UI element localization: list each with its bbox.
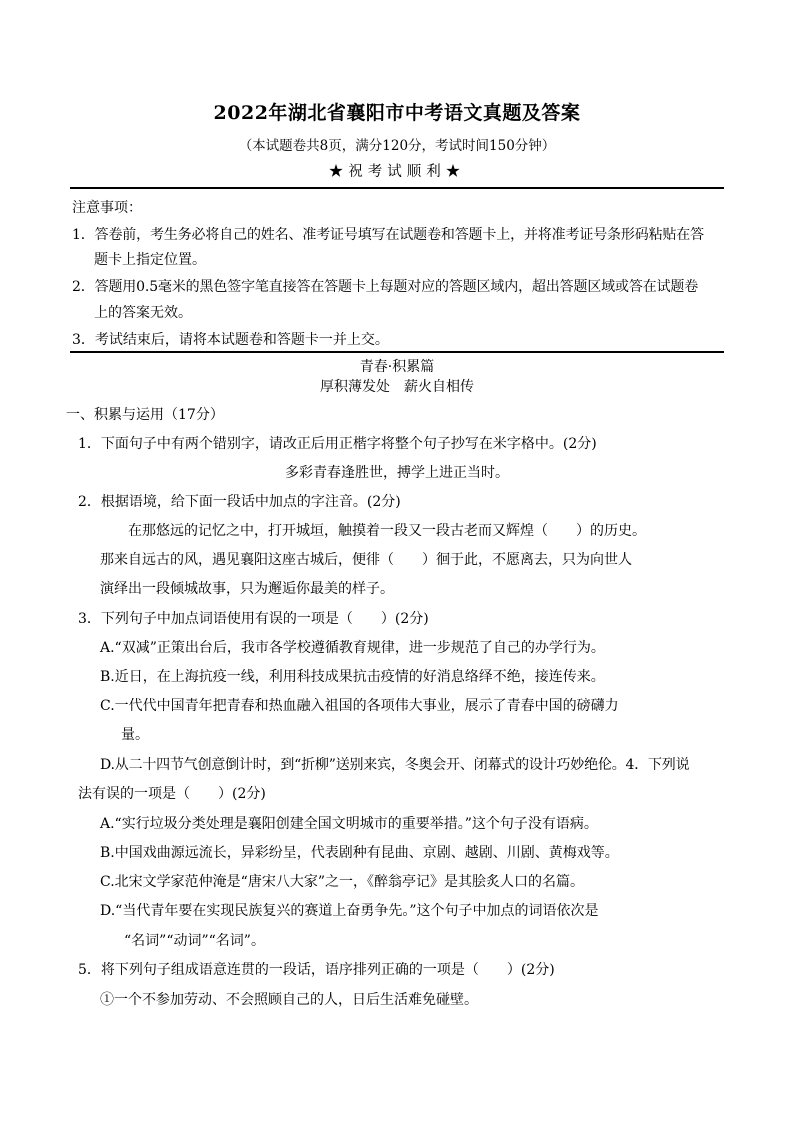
q5-item-1: ①一个不参加劳动、不会照顾自己的人，日后生活难免碰壁。 — [100, 992, 478, 1008]
q2-passage-line-3: 演绎出一段倾城故事，只为邂逅你最美的样子。 — [100, 581, 394, 597]
bottom-divider — [70, 351, 724, 353]
notice-item-3: 3．考试结束后，请将本试题卷和答题卡一并上交。 — [72, 332, 389, 348]
q4-option-b: B.中国戏曲源远流长，异彩纷呈，代表剧种有昆曲、京剧、越剧、川剧、黄梅戏等。 — [100, 845, 619, 861]
notice-item-2-line-2: 上的答案无效。 — [94, 305, 192, 321]
q3-option-d-line-1: D.从二十四节气创意倒计时，到“折柳”送别来宾，冬奥会开、闭幕式的设计巧妙绝伦。4．下列说 — [100, 757, 690, 773]
top-divider — [70, 187, 724, 189]
q4-stem: 法有误的一项是（ ）(2分) — [78, 786, 266, 802]
part-motto: 厚积薄发处 薪火自相传 — [320, 379, 474, 395]
good-luck-banner: ★祝考试顺利★ — [328, 164, 466, 180]
page-title: 2022年湖北省襄阳市中考语文真题及答案 — [213, 102, 581, 124]
q5-stem: 5．将下列句子组成语意连贯的一段话，语序排列正确的一项是（ ）(2分) — [78, 962, 555, 978]
section-heading: 一、积累与运用（17分） — [66, 407, 224, 423]
q4-option-a: A.“实行垃圾分类处理是襄阳创建全国文明城市的重要举措。”这个句子没有语病。 — [100, 816, 598, 832]
notice-item-1-line-1: 1．答卷前，考生务必将自己的姓名、准考证号填写在试题卷和答题卡上，并将准考证号条形码粘贴在答 — [72, 227, 705, 243]
notice-item-1-line-2: 题卡上指定位置。 — [94, 252, 206, 268]
q3-stem: 3．下列句子中加点词语使用有误的一项是（ ）(2分) — [78, 611, 429, 627]
exam-info: （本试题卷共8页，满分120分，考试时间150分钟） — [238, 138, 556, 154]
q1-sentence: 多彩青春逢胜世，搏学上进正当时。 — [285, 465, 509, 481]
notice-item-2-line-1: 2．答题用0.5毫米的黑色签字笔直接答在答题卡上每题对应的答题区域内，超出答题区域或答在试题卷 — [72, 279, 699, 295]
q4-option-d-line-2: “名词”“动词”“名词”。 — [124, 933, 265, 949]
q3-option-a: A.“双减”正策出台后，我市各学校遵循教育规律，进一步规范了自己的办学行为。 — [100, 640, 605, 656]
q2-passage-line-2: 那来自远古的风，遇见襄阳这座古城后，便徘（ ）徊于此，不愿离去，只为向世人 — [100, 552, 632, 568]
part-title: 青春·积累篇 — [359, 359, 435, 375]
q2-passage-line-1: 在那悠远的记忆之中，打开城垣，触摸着一段又一段古老而又辉煌（ ）的历史。 — [128, 523, 646, 539]
q2-stem: 2．根据语境，给下面一段话中加点的字注音。(2分) — [78, 494, 401, 510]
q3-option-c-line-2: 量。 — [121, 727, 149, 743]
q3-option-c-line-1: C.一代代中国青年把青春和热血融入祖国的各项伟大事业，展示了青春中国的磅礴力 — [100, 698, 619, 714]
notice-heading: 注意事项： — [72, 200, 142, 216]
q4-option-d-line-1: D.“当代青年要在实现民族复兴的赛道上奋勇争先。”这个句子中加点的词语依次是 — [100, 903, 599, 919]
q3-option-b: B.近日，在上海抗疫一线，利用科技成果抗击疫情的好消息络绎不绝，接连传来。 — [100, 669, 605, 685]
q4-option-c: C.北宋文学家范仲淹是“唐宋八大家”之一，《醉翁亭记》是其脍炙人口的名篇。 — [100, 874, 584, 890]
q1-stem: 1．下面句子中有两个错别字，请改正后用正楷字将整个句子抄写在米字格中。(2分) — [78, 436, 597, 452]
